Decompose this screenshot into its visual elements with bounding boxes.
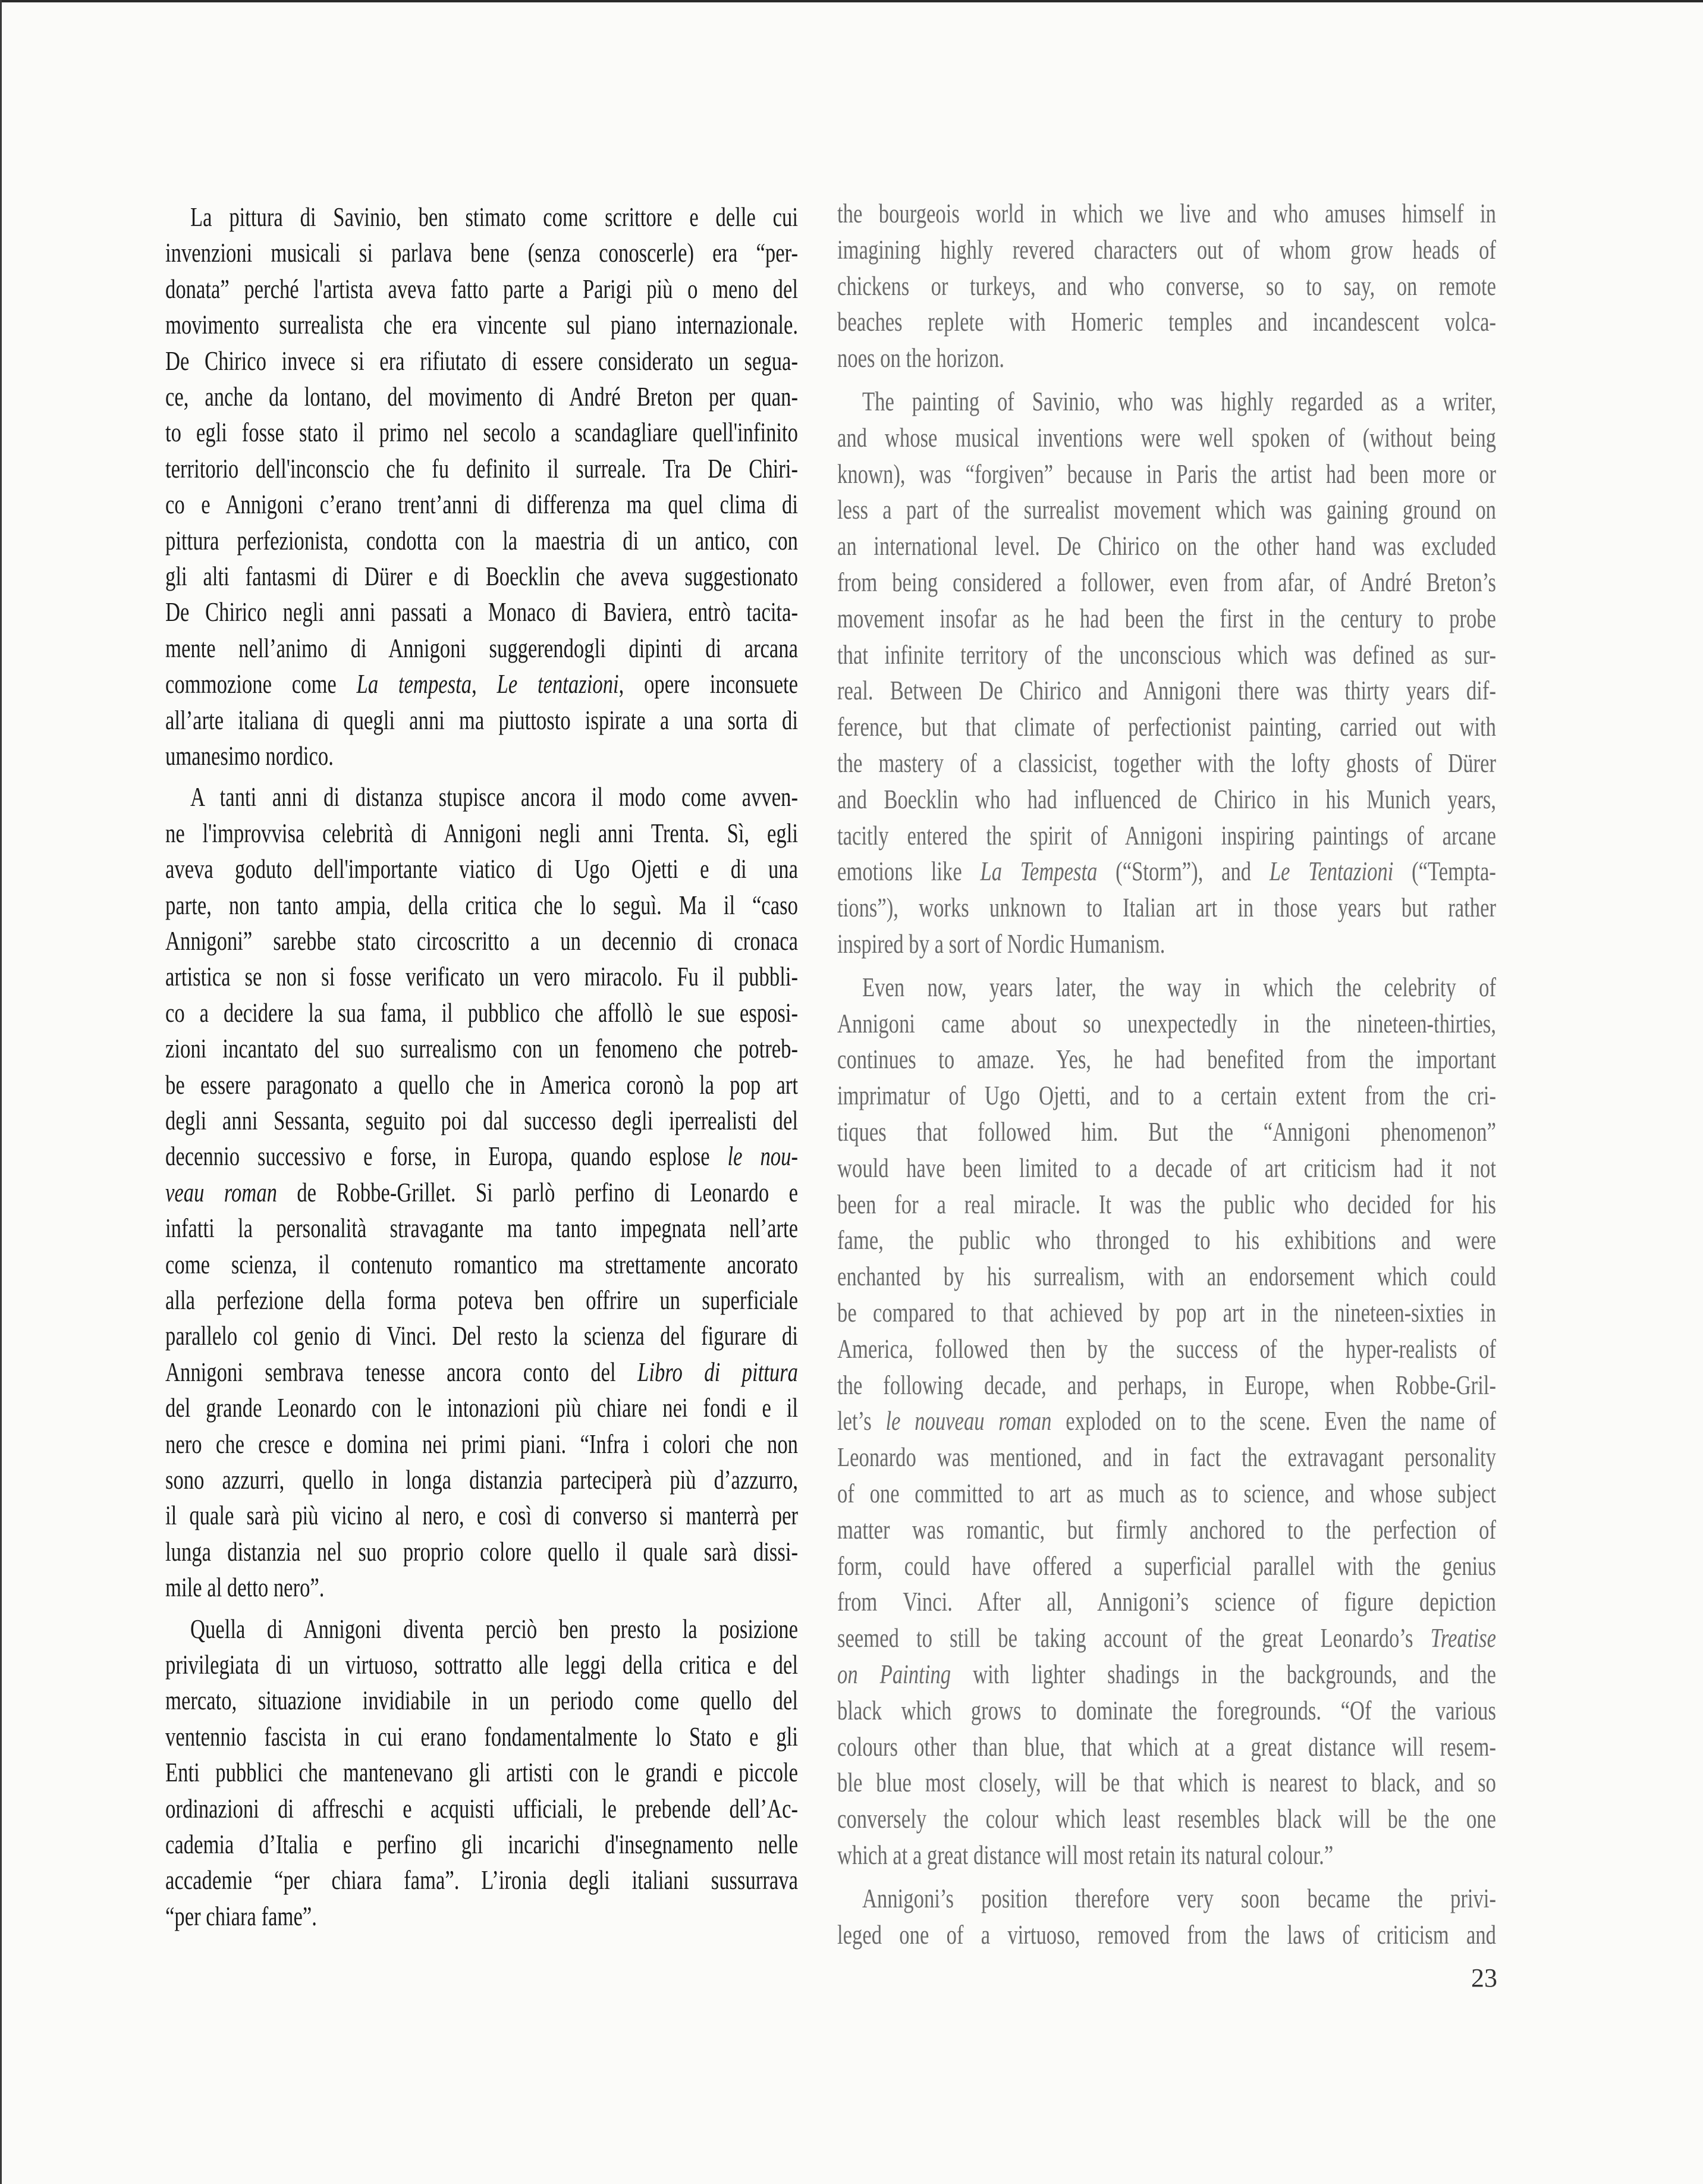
text-run: America, followed then by the success of the hyper-realists of: [837, 1333, 1496, 1364]
text-line: [165, 1462, 798, 1498]
text-run: let’s: [837, 1406, 886, 1436]
text-run: De Chirico negli anni passati a Monaco di Baviera, entrò tacita-: [165, 597, 798, 627]
text-run: invenzioni musicali si parlava bene (senza conoscerle) era “per-: [165, 238, 798, 268]
text-line: [837, 601, 1496, 636]
text-run: matter was romantic, but firmly anchored to the perfection of: [837, 1514, 1496, 1545]
text-run: pittura perfezionista, condotta con la maestria di un antico, con: [165, 525, 798, 556]
text-run: mile al detto nero”.: [165, 1573, 325, 1603]
text-line: [837, 1078, 1496, 1113]
text-line: [837, 1367, 1496, 1403]
text-run: tacitly entered the spirit of Annigoni inspiring paintings of arcane: [837, 820, 1496, 851]
italic-title: Libro di pittura: [637, 1357, 798, 1387]
text-line: [837, 564, 1496, 600]
text-line: [837, 1439, 1496, 1475]
text-line: [837, 1512, 1496, 1548]
text-run: be compared to that achieved by pop art in the nineteen-sixties in: [837, 1298, 1496, 1328]
text-run: umanesimo nordico.: [165, 741, 334, 771]
text-line: [165, 271, 798, 307]
text-run: chickens or turkeys, and who converse, so to say, on remote: [837, 271, 1496, 301]
text-line: [837, 926, 1496, 962]
text-run: black which grows to dominate the foregrounds. “Of the various: [837, 1695, 1496, 1725]
italic-title: le nouveau roman: [885, 1406, 1052, 1436]
text-line: [837, 1295, 1496, 1331]
text-run: known), was “forgiven” because in Paris the artist had been more or: [837, 459, 1496, 489]
text-line: [837, 1041, 1496, 1077]
text-run: mercato, situazione invidiabile in un periodo come quello del: [165, 1686, 798, 1716]
text-run: del grande Leonardo con le intonazioni più chiare nei fondi e il: [165, 1393, 798, 1423]
scan-border-left: [0, 0, 2, 2184]
text-run: with lighter shadings in the backgrounds, and the: [951, 1659, 1496, 1689]
text-run: “per chiara fame”.: [165, 1901, 317, 1931]
italic-title: La tempesta: [356, 669, 472, 699]
text-line: [165, 1067, 798, 1103]
text-run: exploded on to the scene. Even the name of: [1051, 1406, 1497, 1436]
text-run: would have been limited to a decade of art criticism had it not: [837, 1153, 1496, 1183]
text-run: ,: [472, 669, 497, 699]
text-run: degli anni Sessanta, seguito poi dal successo degli iperrealisti del: [165, 1106, 798, 1135]
text-run: territorio dell'inconscio che fu definito il surreale. Tra De Chiri-: [165, 453, 798, 484]
text-line: [165, 451, 798, 487]
text-run: decennio successivo e forse, in Europa, quando esplose: [165, 1141, 728, 1172]
text-line: [837, 1114, 1496, 1150]
italic-title: Le tentazioni: [497, 669, 619, 699]
text-run: an international level. De Chirico on the other hand was excluded: [837, 531, 1496, 561]
text-run: real. Between De Chirico and Annigoni there was thirty years dif-: [837, 676, 1496, 706]
text-run: A tanti anni di distanza stupisce ancora il modo come avven-: [190, 782, 798, 812]
text-line: [837, 1584, 1496, 1620]
text-line: [837, 818, 1496, 853]
text-line: [165, 1498, 798, 1533]
text-line: [837, 673, 1496, 708]
italian-text-column: [165, 0, 798, 2184]
text-line: [165, 630, 798, 666]
text-line: [837, 1548, 1496, 1584]
text-run: De Chirico invece si era rifiutato di essere considerato un segua-: [165, 346, 798, 376]
text-run: been for a real miracle. It was the public who decided for his: [837, 1189, 1496, 1219]
text-line: [165, 1719, 798, 1755]
text-line: [165, 594, 798, 630]
text-line: [837, 890, 1496, 925]
text-line: [165, 487, 798, 522]
text-run: tiques that followed him. But the “Annigoni phenomenon”: [837, 1117, 1496, 1147]
text-line: [837, 1837, 1496, 1873]
text-run: ference, but that climate of perfectionist painting, carried out with: [837, 712, 1496, 742]
text-run: artistica se non si fosse verificato un vero miracolo. Fu il pubbli-: [165, 962, 798, 992]
text-run: ce, anche da lontano, del movimento di André Breton per quan-: [165, 382, 798, 412]
text-line: [165, 815, 798, 851]
text-run: La pittura di Savinio, ben stimato come scrittore e delle cui: [190, 202, 798, 232]
text-line: [165, 1534, 798, 1570]
text-line: [837, 745, 1496, 781]
text-line: [165, 558, 798, 594]
text-line: [165, 1899, 798, 1934]
text-line: [837, 853, 1496, 889]
text-line: [837, 196, 1496, 231]
text-run: be essere paragonato a quello che in America coronò la pop art: [165, 1069, 798, 1100]
text-run: which at a great distance will most retain its natural colour.”: [837, 1840, 1334, 1870]
text-run: from being considered a follower, even from afar, of André Breton’s: [837, 567, 1496, 597]
text-line: [837, 1259, 1496, 1294]
text-line: [165, 1103, 798, 1138]
text-run: continues to amaze. Yes, he had benefited from the important: [837, 1044, 1496, 1075]
text-line: [837, 1331, 1496, 1367]
italic-title: on Painting: [837, 1659, 951, 1689]
text-run: The painting of Savinio, who was highly regarded as a writer,: [862, 387, 1496, 416]
text-line: [190, 779, 798, 815]
text-run: to egli fosse stato il primo nel secolo a scandagliare quell'infinito: [165, 418, 798, 448]
text-line: [837, 1917, 1496, 1953]
text-run: Annigoni’s position therefore very soon became the privi-: [862, 1883, 1496, 1913]
text-line: [165, 1354, 798, 1390]
text-line: [165, 959, 798, 994]
text-run: that infinite territory of the unconscious which was defined as sur-: [837, 639, 1496, 670]
text-run: seemed to still be taking account of the great Leonardo’s: [837, 1623, 1431, 1653]
text-line: [165, 523, 798, 558]
text-run: the following decade, and perhaps, in Europe, when Robbe-Gril-: [837, 1370, 1496, 1400]
text-run: mente nell’animo di Annigoni suggerendogli dipinti di arcana: [165, 633, 798, 663]
text-run: Quella di Annigoni diventa perciò ben presto la posizione: [190, 1614, 798, 1644]
text-run: conversely the colour which least resembles black will be the one: [837, 1804, 1496, 1834]
text-run: cademia d’Italia e perfino gli incarichi d'insegnamento nelle: [165, 1830, 798, 1859]
text-line: [837, 1693, 1496, 1728]
text-line: [837, 268, 1496, 304]
text-line: [165, 235, 798, 271]
text-line: [165, 415, 798, 450]
text-run: il quale sarà più vicino al nero, e così di converso si manterrà per: [165, 1501, 798, 1531]
text-line: [837, 1403, 1496, 1439]
text-line: [837, 709, 1496, 745]
text-line: [165, 851, 798, 887]
italic-title: veau roman: [165, 1177, 277, 1207]
text-run: movement insofar as he had been the first in the century to probe: [837, 603, 1496, 633]
text-line: [165, 1570, 798, 1605]
text-run: Even now, years later, the way in which the celebrity of: [862, 972, 1496, 1002]
text-line: [837, 492, 1496, 528]
text-line: [190, 199, 798, 235]
text-line: [862, 1881, 1496, 1916]
text-line: [837, 1476, 1496, 1511]
text-line: [837, 456, 1496, 492]
text-line: [165, 1175, 798, 1210]
text-run: of one committed to art as much as to science, and whose subject: [837, 1479, 1496, 1508]
text-run: and Boecklin who had influenced de Chirico in his Munich years,: [837, 784, 1496, 814]
text-run: gli alti fantasmi di Dürer e di Boecklin che aveva suggestionato: [165, 561, 798, 591]
text-run: privilegiata di un virtuoso, sottratto alle leggi della critica e del: [165, 1650, 798, 1680]
text-run: donata” perché l'artista aveva fatto parte a Parigi più o meno del: [165, 274, 798, 304]
text-line: [165, 995, 798, 1031]
text-line: [837, 1656, 1496, 1692]
text-line: [165, 1318, 798, 1354]
text-run: less a part of the surrealist movement which was gaining ground on: [837, 495, 1496, 525]
text-run: ventennio fascista in cui erano fondamentalmente lo Stato e gli: [165, 1721, 798, 1752]
text-line: [165, 1282, 798, 1318]
text-line: [837, 1620, 1496, 1656]
text-run: nero che cresce e domina nei primi piani. “Infra i colori che non: [165, 1429, 798, 1459]
text-run: Annigoni sembrava tenesse ancora conto del: [165, 1357, 638, 1387]
text-line: [190, 1611, 798, 1647]
text-run: movimento surrealista che era vincente sul piano internazionale.: [165, 310, 798, 340]
text-line: [165, 1755, 798, 1790]
text-line: [862, 384, 1496, 419]
text-run: infatti la personalità stravagante ma tanto impegnata nell’arte: [165, 1213, 798, 1244]
text-line: [837, 1729, 1496, 1765]
text-run: noes on the horizon.: [837, 343, 1004, 374]
text-line: [165, 1791, 798, 1827]
text-run: form, could have offered a superficial parallel with the genius: [837, 1551, 1496, 1581]
text-line: [837, 528, 1496, 564]
text-line: [862, 969, 1496, 1005]
text-run: commozione come: [165, 669, 357, 699]
text-line: [165, 1647, 798, 1683]
text-run: from Vinci. After all, Annigoni’s science of figure depiction: [837, 1587, 1496, 1617]
text-line: [837, 1222, 1496, 1258]
text-line: [837, 232, 1496, 268]
text-line: [165, 666, 798, 702]
text-run: and whose musical inventions were well spoken of (without being: [837, 422, 1496, 453]
text-run: ble blue most closely, will be that which is nearest to black, and so: [837, 1768, 1496, 1798]
text-line: [165, 379, 798, 415]
text-line: [837, 304, 1496, 340]
text-run: imagining highly revered characters out of whom grow heads of: [837, 234, 1496, 265]
text-line: [165, 1247, 798, 1282]
text-run: Leonardo was mentioned, and in fact the extravagant personality: [837, 1442, 1496, 1473]
text-line: [837, 782, 1496, 817]
text-run: de Robbe-Grillet. Si parlò perfino di Leonardo e: [276, 1177, 798, 1207]
english-text-column: [837, 0, 1496, 2184]
text-run: fame, the public who thronged to his exhibitions and were: [837, 1225, 1496, 1256]
text-line: [165, 1683, 798, 1718]
text-run: enchanted by his surrealism, with an endorsement which could: [837, 1262, 1496, 1292]
text-line: [837, 1765, 1496, 1800]
italic-title: le nou-: [727, 1141, 798, 1172]
italic-title: Treatise: [1430, 1623, 1496, 1653]
text-line: [165, 702, 798, 738]
text-run: colours other than blue, that which at a great distance will resem-: [837, 1731, 1496, 1762]
text-line: [837, 420, 1496, 456]
text-run: alla perfezione della forma poteva ben offrire un superficiale: [165, 1285, 798, 1315]
text-run: accademie “per chiara fama”. L’ironia degli italiani sussurrava: [165, 1865, 798, 1896]
text-run: tions”), works unknown to Italian art in those years but rather: [837, 893, 1496, 923]
text-line: [165, 1031, 798, 1066]
text-run: emotions like: [837, 856, 981, 887]
text-run: Annigoni came about so unexpectedly in the nineteen-thirties,: [837, 1008, 1496, 1038]
text-line: [837, 1187, 1496, 1222]
text-run: leged one of a virtuoso, removed from the laws of criticism and: [837, 1919, 1496, 1950]
text-run: parallelo col genio di Vinci. Del resto la scienza del figurare di: [165, 1321, 798, 1351]
text-line: [165, 738, 798, 774]
page-number: 23: [1471, 1963, 1497, 1992]
text-run: sono azzurri, quello in longa distanzia parteciperà più d’azzurro,: [165, 1465, 798, 1495]
text-run: (“Storm”), and: [1097, 856, 1270, 887]
text-run: co a decidere la sua fama, il pubblico che affollò le sue esposi-: [165, 997, 798, 1028]
text-run: Enti pubblici che mantenevano gli artisti con le grandi e piccole: [165, 1758, 798, 1788]
text-run: (“Tempta-: [1393, 856, 1496, 887]
text-run: , opere inconsuete: [618, 669, 798, 699]
text-line: [165, 887, 798, 923]
text-run: inspired by a sort of Nordic Humanism.: [837, 929, 1165, 959]
text-line: [837, 1150, 1496, 1186]
text-run: come scienza, il contenuto romantico ma strettamente ancorato: [165, 1249, 798, 1279]
text-line: [165, 1390, 798, 1426]
text-run: Annigoni” sarebbe stato circoscritto a un decennio di cronaca: [165, 926, 798, 956]
text-line: [837, 1801, 1496, 1837]
text-run: ne l'improvvisa celebrità di Annigoni negli anni Trenta. Sì, egli: [165, 818, 798, 848]
text-line: [837, 1006, 1496, 1041]
text-line: [165, 1210, 798, 1246]
text-run: beaches replete with Homeric temples and incandescent volca-: [837, 307, 1496, 337]
text-run: parte, non tanto ampia, della critica che lo seguì. Ma il “caso: [165, 890, 798, 920]
text-line: [165, 1827, 798, 1862]
text-run: imprimatur of Ugo Ojetti, and to a certain extent from the cri-: [837, 1081, 1496, 1111]
text-run: ordinazioni di affreschi e acquisti ufficiali, le prebende dell’Ac-: [165, 1793, 798, 1824]
text-line: [165, 1138, 798, 1174]
text-run: all’arte italiana di quegli anni ma piuttosto ispirate a una sorta di: [165, 705, 798, 735]
text-run: the mastery of a classicist, together with the lofty ghosts of Dürer: [837, 748, 1496, 778]
text-run: co e Annigoni c’erano trent’anni di differenza ma quel clima di: [165, 489, 798, 520]
text-line: [837, 637, 1496, 673]
italic-title: Le Tentazioni: [1269, 856, 1394, 887]
text-line: [165, 1862, 798, 1898]
text-line: [165, 923, 798, 959]
text-line: [165, 1426, 798, 1462]
text-line: [165, 307, 798, 343]
text-line: [165, 343, 798, 379]
italic-title: La Tempesta: [980, 856, 1098, 887]
text-line: [837, 340, 1496, 376]
text-run: aveva goduto dell'importante viatico di Ugo Ojetti e di una: [165, 854, 798, 884]
text-run: lunga distanzia nel suo proprio colore quello il quale sarà dissi-: [165, 1536, 798, 1567]
text-run: zioni incantato del suo surrealismo con un fenomeno che potreb-: [165, 1034, 798, 1064]
text-run: the bourgeois world in which we live and who amuses himself in: [837, 199, 1496, 228]
